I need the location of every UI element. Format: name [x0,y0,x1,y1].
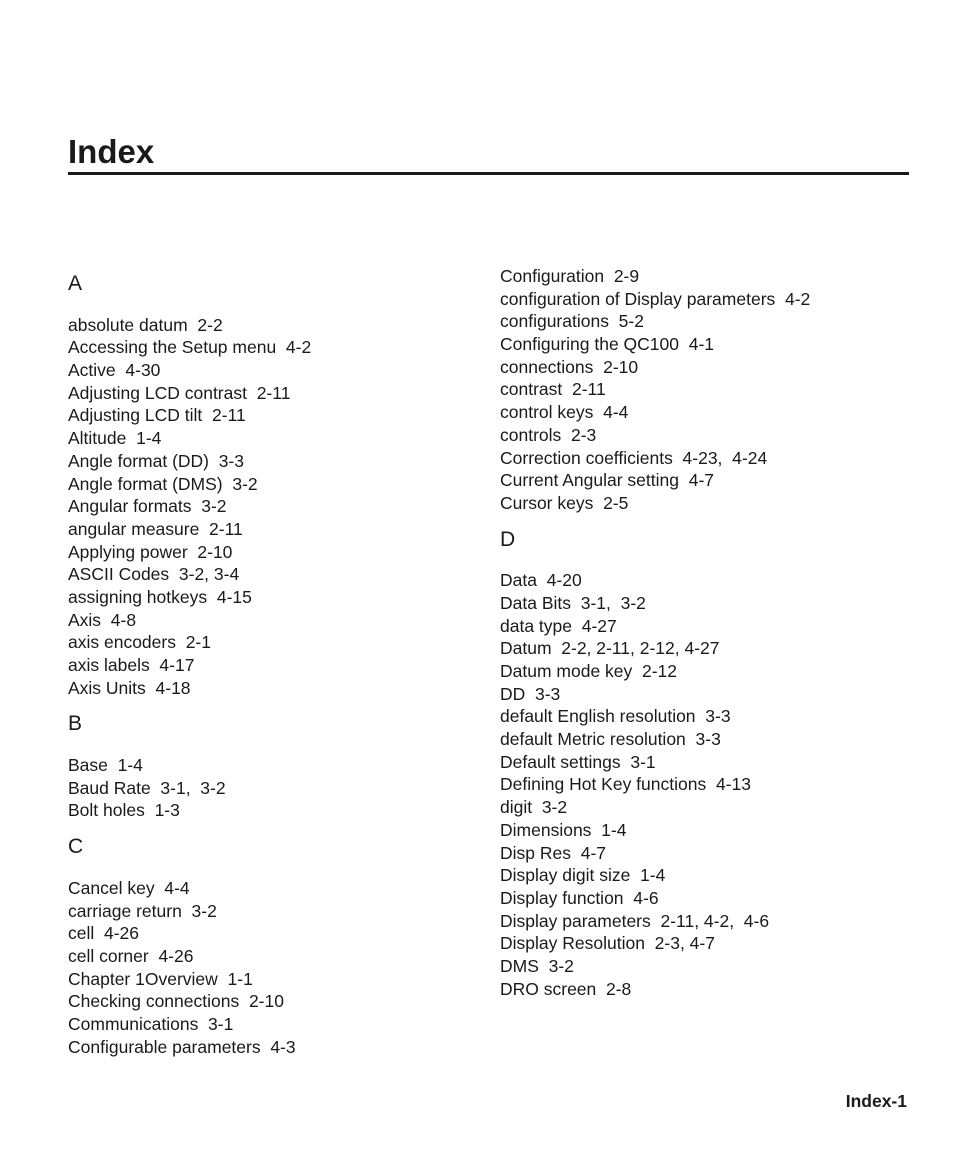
index-section [500,265,920,515]
index-entry: assigning hotkeys 4-15 [68,586,252,607]
index-entry: axis labels 4-17 [68,655,195,675]
index-entry: Cancel key 4-4 [68,877,190,898]
index-entry: absolute datum 2-2 [68,314,223,335]
index-entry: Axis 4-8 [68,609,137,630]
section-letter: C [68,835,84,859]
index-entry: data type 4-27 [500,615,617,636]
index-entry: Current Angular setting 4-7 [500,470,715,491]
index-entry: configurations 5-2 [500,311,644,332]
index-entry: cell 4-26 [68,923,140,944]
index-entry: control keys 4-4 [500,402,629,423]
index-entry: Datum mode key 2-12 [500,661,678,681]
index-entry: Angle format (DMS) 3-2 [68,473,258,494]
index-entry: cell corner 4-26 [68,945,194,966]
index-entry: Altitude 1-4 [68,428,162,449]
index-entry: ASCII Codes 3-2, 3-4 [68,564,240,585]
index-entry: controls 2-3 [500,424,597,445]
index-entry: Checking connections 2-10 [68,991,284,1012]
index-entry: Active 4-30 [68,360,161,381]
index-section [68,713,488,822]
index-entry: contrast 2-11 [500,379,606,400]
index-column-right [500,265,920,1000]
index-entry: Axis Units 4-18 [68,677,191,698]
index-entry: axis encoders 2-1 [68,632,211,653]
index-entry: Data Bits 3-1, 3-2 [500,592,646,613]
index-entry: Baud Rate 3-1, 3-2 [68,777,226,798]
index-column-left [68,265,488,1058]
index-entry: Bolt holes 1-3 [68,800,180,821]
page-title: Index [68,133,155,170]
index-entry: digit 3-2 [500,797,568,818]
index-entry: connections 2-10 [500,356,639,377]
index-entry-list [68,754,488,822]
index-entry: Configurable parameters 4-3 [68,1036,296,1057]
index-entry: Display function 4-6 [500,887,659,908]
index-entry: DRO screen 2-8 [500,978,632,999]
index-entry-list [500,569,920,1000]
index-entry: DMS 3-2 [500,955,574,976]
title-rule [68,172,909,175]
page-number: Index-1 [845,1091,907,1111]
index-entry: DD 3-3 [500,683,561,704]
index-entry: Configuration 2-9 [500,266,640,286]
index-entry: Dimensions 1-4 [500,819,627,840]
index-entry: Chapter 1Overview 1-1 [68,968,253,989]
index-entry: Disp Res 4-7 [500,842,607,863]
index-entry: Datum 2-2, 2-11, 2-12, 4-27 [500,638,720,659]
index-section [68,836,488,1058]
index-entry: Applying power 2-10 [68,541,233,562]
section-letter: A [68,272,83,295]
index-entry: Base 1-4 [68,755,143,776]
index-entry: Cursor keys 2-5 [500,492,629,513]
index-section [68,273,488,699]
index-entry: Defining Hot Key functions 4-13 [500,774,751,795]
index-entry: configuration of Display parameters 4-2 [500,288,811,309]
index-entry: Data 4-20 [500,570,582,591]
index-entry-list [500,265,920,515]
index-entry: Correction coefficients 4-23, 4-24 [500,447,768,468]
index-entry: Configuring the QC100 4-1 [500,334,715,355]
index-entry: Accessing the Setup menu 4-2 [68,337,312,358]
index-entry: Display Resolution 2-3, 4-7 [500,933,715,954]
index-entry: Default settings 3-1 [500,751,656,772]
index-entry-list [68,314,488,700]
section-letter: D [500,527,516,551]
index-entry: carriage return 3-2 [68,900,217,921]
index-entry: default Metric resolution 3-3 [500,729,721,750]
index-entry: Display parameters 2-11, 4-2, 4-6 [500,910,770,931]
index-entry: Communications 3-1 [68,1013,234,1034]
index-entry-list [68,877,488,1059]
section-letter: B [68,712,83,736]
index-entry: Angle format (DD) 3-3 [68,450,245,471]
index-entry: Adjusting LCD tilt 2-11 [68,405,246,426]
index-entry: Adjusting LCD contrast 2-11 [68,382,291,403]
index-entry: angular measure 2-11 [68,518,243,539]
index-entry: Display digit size 1-4 [500,865,666,886]
index-entry: Angular formats 3-2 [68,496,227,517]
index-section [500,529,920,1001]
index-entry: default English resolution 3-3 [500,706,731,727]
